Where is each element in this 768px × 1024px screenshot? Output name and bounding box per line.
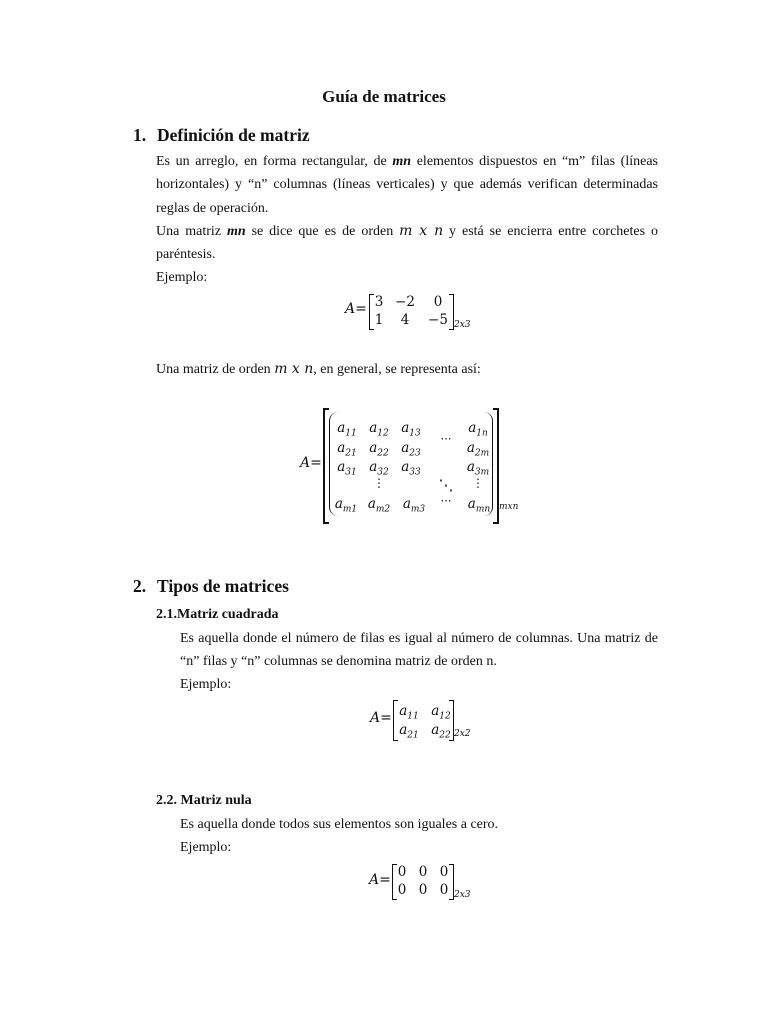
matrix-cell-a11: $a_{11}$: [337, 420, 357, 439]
matrix-cell-a3m: $a_{3m}$: [466, 459, 490, 478]
section-title: Definición de matriz: [157, 125, 310, 145]
matrix-cell-a23: $a_{23}$: [401, 440, 421, 459]
general-form-sentence: [156, 361, 481, 378]
emphasis-mn: mn: [392, 154, 412, 169]
section-heading-definicion: [133, 125, 310, 146]
matrix-cell: 0: [418, 864, 428, 880]
matrix-cell: 3: [374, 294, 384, 310]
vertical-ellipsis: ⋮: [373, 476, 385, 490]
section-heading-tipos: [133, 576, 289, 597]
text-run: Una matriz de orden: [156, 362, 275, 377]
text-run: , en general, se representa así:: [313, 362, 481, 377]
text-run: elementos dispuestos en “m” filas (líneas horizontales) y “n” columnas (líneas verticales) y que además verifican determinadas reglas de operación.: [156, 154, 658, 216]
matrix-cell-a31: $a_{31}$: [337, 459, 357, 478]
matrix-cell-a12: $a_{12}$: [431, 703, 451, 722]
matrix-cell-a21: $a_{21}$: [337, 440, 357, 459]
cuadrada-description: Es aquella donde el número de filas es igual al número de columnas. Una matriz de “n” filas y “n” columnas se denomina matriz de orden n.: [180, 631, 658, 670]
matrix-cell-a33: $a_{33}$: [401, 459, 421, 478]
horizontal-ellipsis: ⋯: [440, 432, 452, 445]
example-label: Ejemplo:: [180, 677, 232, 692]
matrix-cell-a12: $a_{12}$: [369, 420, 389, 439]
matrix-cell-a21: $a_{21}$: [399, 722, 419, 741]
matrix-cell-a13: $a_{13}$: [401, 420, 421, 439]
matrix-cell: 0: [439, 882, 449, 898]
matrix-label: A=: [369, 872, 391, 888]
matrix-cell-a22: $a_{22}$: [369, 440, 389, 459]
matrix-label: A=: [345, 301, 367, 317]
matrix-cell-a11: $a_{11}$: [399, 703, 419, 722]
subsection-number: 2.2.: [156, 793, 177, 808]
horizontal-ellipsis: ⋯: [440, 494, 452, 507]
subsection-number: 2.1.: [156, 607, 177, 622]
matrix-cell-am1: $a_{m1}$: [334, 496, 358, 515]
text-run: Es un arreglo, en forma rectangular, de: [156, 154, 393, 169]
section-title: Tipos de matrices: [157, 576, 289, 596]
math-order: m x n: [399, 223, 444, 239]
matrix-order: mxn: [499, 502, 519, 512]
page-title: Guía de matrices: [322, 87, 446, 106]
matrix-cell: 0: [439, 864, 449, 880]
matrix-cell: 4: [400, 312, 410, 328]
text-run: se dice que es de orden: [245, 224, 400, 239]
vertical-ellipsis: ⋮: [472, 476, 484, 490]
matrix-cell-a1n: $a_{1n}$: [468, 420, 488, 439]
matrix-cell: 0: [418, 882, 428, 898]
matrix-order: 2x3: [454, 890, 471, 900]
math-order: m x n: [274, 361, 314, 377]
diagonal-ellipsis: ⋱: [438, 476, 454, 494]
matrix-label: A=: [370, 710, 392, 726]
matrix-cell: 0: [433, 294, 443, 310]
matrix-cell-a32: $a_{32}$: [369, 459, 389, 478]
emphasis-mn: mn: [226, 224, 246, 239]
definition-paragraph: [156, 150, 658, 220]
matrix-order: 2x3: [454, 320, 471, 330]
text-run: y está se encierra entre corchetes o paréntesis.: [156, 224, 658, 263]
matrix-cell: 1: [374, 312, 384, 328]
matrix-cell: 0: [397, 864, 407, 880]
subsection-title: Matriz nula: [180, 793, 252, 808]
matrix-cell-am2: $a_{m2}$: [367, 496, 391, 515]
section-number: 1.: [133, 125, 147, 145]
matrix-cell-am3: $a_{m3}$: [402, 496, 426, 515]
matrix-cell-a2m: $a_{2m}$: [466, 440, 490, 459]
subsection-heading-cuadrada: [156, 607, 278, 623]
matrix-cell-a22: $a_{22}$: [431, 722, 451, 741]
text-run: Una matriz: [156, 224, 227, 239]
section-number: 2.: [133, 576, 147, 596]
example-label: Ejemplo:: [156, 270, 208, 285]
matrix-label: A=: [300, 455, 322, 471]
subsection-title: Matriz cuadrada: [177, 607, 279, 622]
nula-description: Es aquella donde todos sus elementos son iguales a cero.: [180, 817, 499, 832]
matrix-cell-amn: $a_{mn}$: [467, 496, 491, 515]
subsection-heading-nula: [156, 793, 252, 809]
order-paragraph: [156, 220, 658, 267]
example-label: Ejemplo:: [180, 840, 232, 855]
matrix-cell: −5: [428, 312, 448, 328]
matrix-order: 2x2: [454, 729, 471, 739]
matrix-cell: 0: [397, 882, 407, 898]
matrix-cell: −2: [395, 294, 415, 310]
